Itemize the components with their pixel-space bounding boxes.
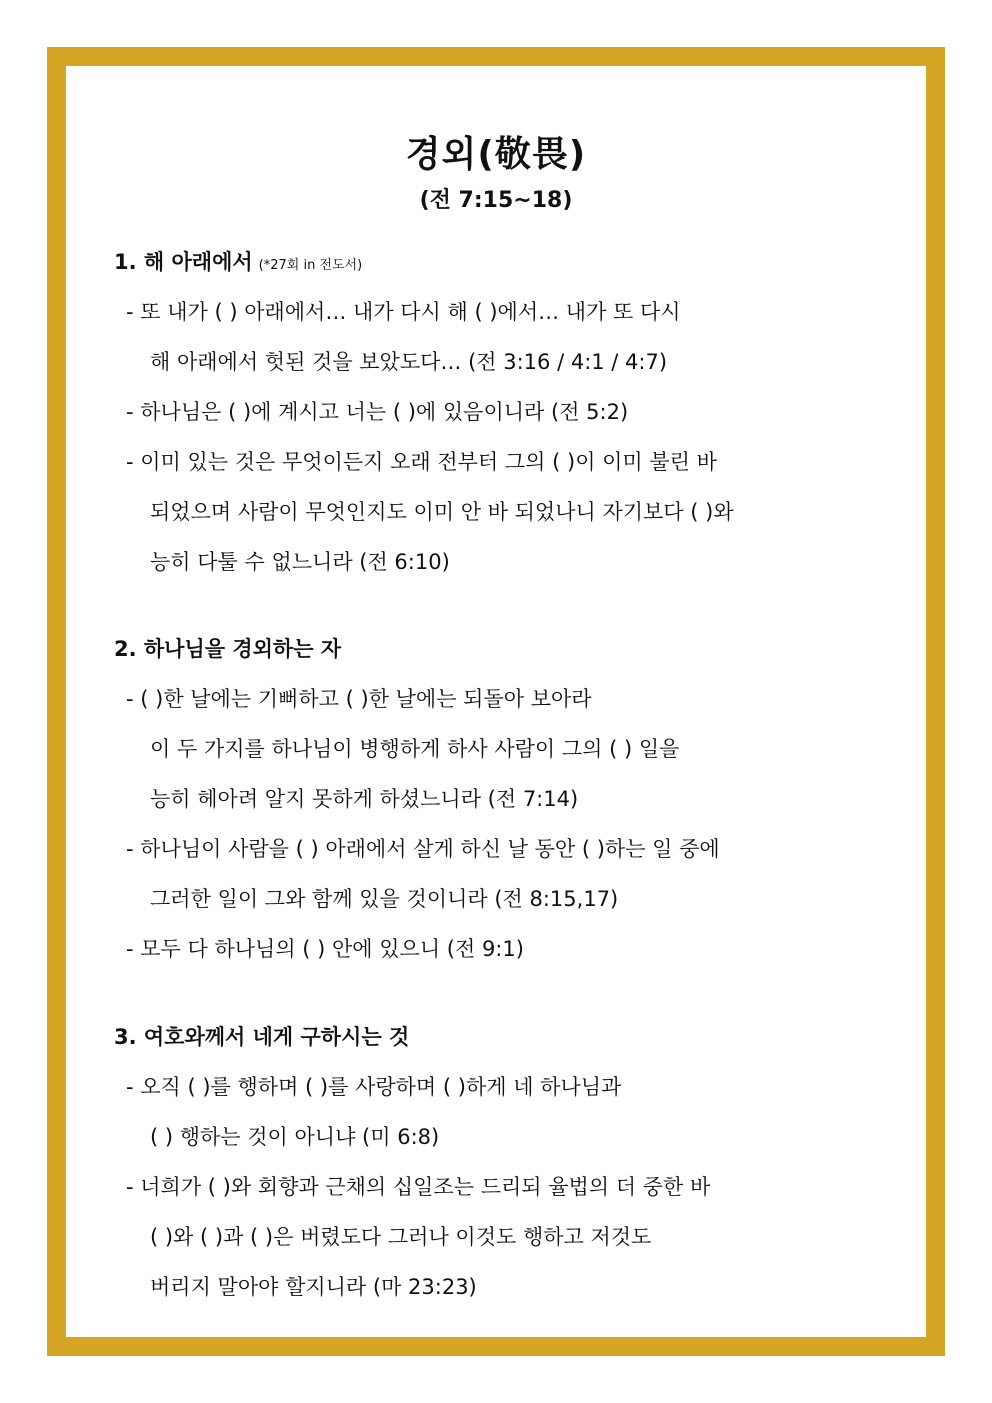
gold-border-frame [47, 47, 945, 1356]
section-1-line-2: 해 아래에서 헛된 것을 보았도다… (전 3:16 / 4:1 / 4:7) [150, 350, 668, 374]
section-3-line-3: - 너희가 ( )와 회향과 근채의 십일조는 드리되 율법의 더 중한 바 [126, 1175, 711, 1199]
section-3-line-2: ( ) 행하는 것이 아니냐 (미 6:8) [150, 1125, 440, 1149]
section-1-line-3: - 하나님은 ( )에 계시고 너는 ( )에 있음이니라 (전 5:2) [126, 400, 629, 424]
section-1-line-1: - 또 내가 ( ) 아래에서… 내가 다시 해 ( )에서… 내가 또 다시 [126, 300, 681, 324]
section-2-line-3: 능히 헤아려 알지 못하게 하셨느니라 (전 7:14) [150, 787, 579, 811]
section-3-line-5: 버리지 말아야 할지니라 (마 23:23) [150, 1275, 477, 1299]
section-1-note: (*27회 in 전도서) [258, 258, 363, 273]
section-2-line-2: 이 두 가지를 하나님이 병행하게 하사 사람이 그의 ( ) 일을 [150, 737, 680, 761]
section-2-line-5: 그러한 일이 그와 함께 있을 것이니라 (전 8:15,17) [150, 887, 619, 911]
section-2-line-1: - ( )한 날에는 기뻐하고 ( )한 날에는 되돌아 보아라 [126, 687, 592, 711]
section-3-heading: 3. 여호와께서 네게 구하시는 것 [114, 1025, 410, 1049]
section-3-line-1: - 오직 ( )를 행하며 ( )를 사랑하며 ( )하게 네 하나님과 [126, 1075, 622, 1099]
section-1-line-4: - 이미 있는 것은 무엇이든지 오래 전부터 그의 ( )이 이미 불린 바 [126, 450, 717, 474]
page-subtitle: (전 7:15~18) [419, 188, 573, 213]
section-2-line-6: - 모두 다 하나님의 ( ) 안에 있으니 (전 9:1) [126, 937, 524, 961]
section-1-heading-text: 1. 해 아래에서 [114, 250, 253, 274]
section-1-heading [114, 246, 362, 276]
section-1-line-6: 능히 다툴 수 없느니라 (전 6:10) [150, 550, 450, 574]
section-3-line-4: ( )와 ( )과 ( )은 버렸도다 그러나 이것도 행하고 저것도 [150, 1225, 652, 1249]
section-2-heading: 2. 하나님을 경외하는 자 [114, 637, 342, 661]
section-1-line-5: 되었으며 사람이 무엇인지도 이미 안 바 되었나니 자기보다 ( )와 [150, 500, 734, 524]
page-title: 경외(敬畏) [405, 134, 587, 175]
section-2-line-4: - 하나님이 사람을 ( ) 아래에서 살게 하신 날 동안 ( )하는 일 중에 [126, 837, 720, 861]
page-content [66, 66, 926, 1337]
